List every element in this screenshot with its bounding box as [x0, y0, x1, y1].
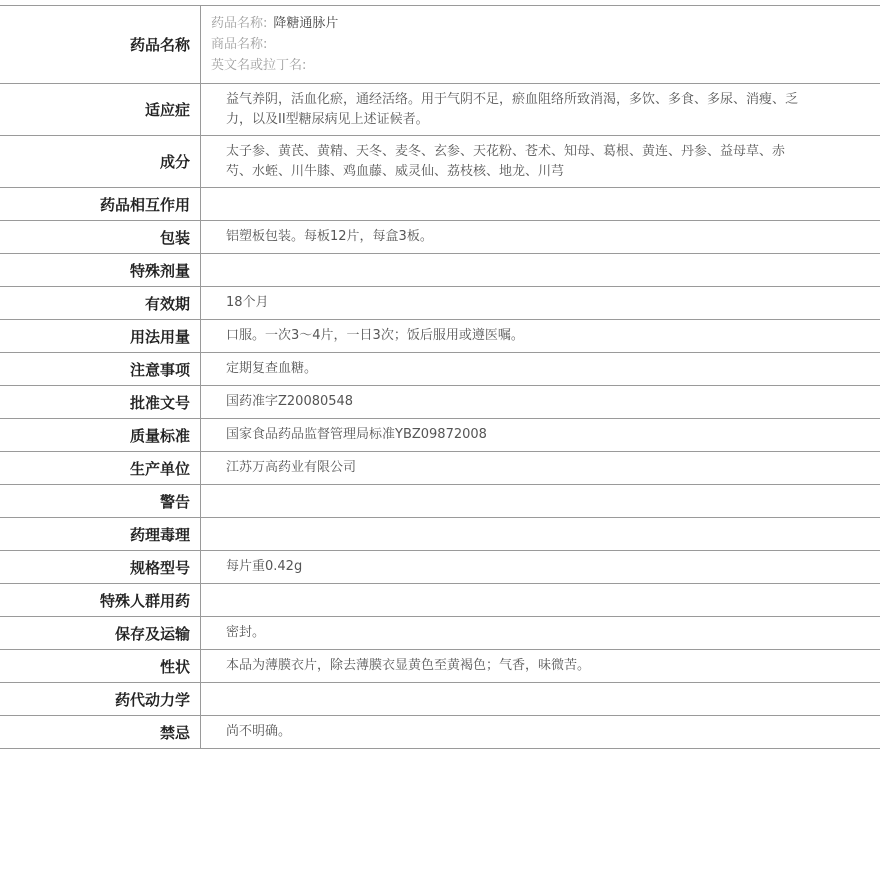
- row-value: 国家食品药品监督管理局标准YBZ09872008: [201, 419, 880, 452]
- table-row-description: [0, 650, 880, 683]
- row-label: 有效期: [0, 287, 201, 320]
- row-value: [201, 683, 880, 716]
- row-label: 特殊剂量: [0, 254, 201, 287]
- table-row-packaging: [0, 221, 880, 254]
- table-row-pharmacokinetics: [0, 683, 880, 716]
- generic-name-line: [211, 13, 880, 34]
- trade-name-label: 商品名称:: [211, 37, 268, 52]
- trade-name-line: [211, 34, 880, 55]
- table-row-shelf-life: [0, 287, 880, 320]
- row-value: [201, 584, 880, 617]
- table-row-dosage: [0, 320, 880, 353]
- english-name-line: [211, 55, 880, 76]
- row-value: 口服。一次3～4片，一日3次；饭后服用或遵医嘱。: [201, 320, 880, 353]
- row-value: 太子参、黄芪、黄精、天冬、麦冬、玄参、天花粉、苍术、知母、葛根、黄连、丹参、益母草、赤芍、水蛭、川牛膝、鸡血藤、威灵仙、荔枝核、地龙、川芎: [201, 136, 880, 188]
- row-label: 禁忌: [0, 716, 201, 749]
- row-label: 包装: [0, 221, 201, 254]
- table-row-ingredients: [0, 136, 880, 188]
- table-row-specification: [0, 551, 880, 584]
- row-value: 18个月: [201, 287, 880, 320]
- table-row-warning: [0, 485, 880, 518]
- row-value: 益气养阴，活血化瘀，通经活络。用于气阴不足，瘀血阻络所致消渴，多饮、多食、多尿、消瘦、乏力，以及II型糖尿病见上述证候者。: [201, 84, 880, 136]
- table-row-contraindications: [0, 716, 880, 749]
- english-name-label: 英文名或拉丁名:: [211, 58, 307, 73]
- table-row-indications: [0, 84, 880, 136]
- row-label: 注意事项: [0, 353, 201, 386]
- row-value: 尚不明确。: [201, 716, 880, 749]
- generic-name-value: 降糖通脉片: [273, 16, 339, 31]
- table-row-precautions: [0, 353, 880, 386]
- row-value: [201, 254, 880, 287]
- row-label: 警告: [0, 485, 201, 518]
- table-row-manufacturer: [0, 452, 880, 485]
- row-label: 药理毒理: [0, 518, 201, 551]
- row-value: 每片重0.42g: [201, 551, 880, 584]
- row-value: [201, 518, 880, 551]
- row-value: 国药准字Z20080548: [201, 386, 880, 419]
- row-label: 批准文号: [0, 386, 201, 419]
- table-row-special-dosage: [0, 254, 880, 287]
- row-label: 药品相互作用: [0, 188, 201, 221]
- row-label: 质量标准: [0, 419, 201, 452]
- generic-name-label: 药品名称:: [211, 16, 268, 31]
- table-row-storage: [0, 617, 880, 650]
- drug-info-table: [0, 5, 880, 749]
- row-label: 特殊人群用药: [0, 584, 201, 617]
- row-label: 保存及运输: [0, 617, 201, 650]
- table-row-pharmacology: [0, 518, 880, 551]
- row-label: 规格型号: [0, 551, 201, 584]
- row-value: 本品为薄膜衣片，除去薄膜衣显黄色至黄褐色；气香，味微苦。: [201, 650, 880, 683]
- row-label: 性状: [0, 650, 201, 683]
- row-value: [201, 188, 880, 221]
- table-row-approval-number: [0, 386, 880, 419]
- row-value: 密封。: [201, 617, 880, 650]
- row-value: 铝塑板包装。每板12片，每盒3板。: [201, 221, 880, 254]
- row-label: 药代动力学: [0, 683, 201, 716]
- row-label: 用法用量: [0, 320, 201, 353]
- row-label: 适应症: [0, 84, 201, 136]
- row-label: 生产单位: [0, 452, 201, 485]
- row-value: 定期复查血糖。: [201, 353, 880, 386]
- drug-name-cell: [201, 6, 880, 84]
- table-row-quality-standard: [0, 419, 880, 452]
- row-value: [201, 485, 880, 518]
- table-row-interactions: [0, 188, 880, 221]
- table-row-drug-name: [0, 6, 880, 84]
- row-value: 江苏万高药业有限公司: [201, 452, 880, 485]
- row-label: 药品名称: [0, 6, 201, 84]
- row-label: 成分: [0, 136, 201, 188]
- table-row-special-populations: [0, 584, 880, 617]
